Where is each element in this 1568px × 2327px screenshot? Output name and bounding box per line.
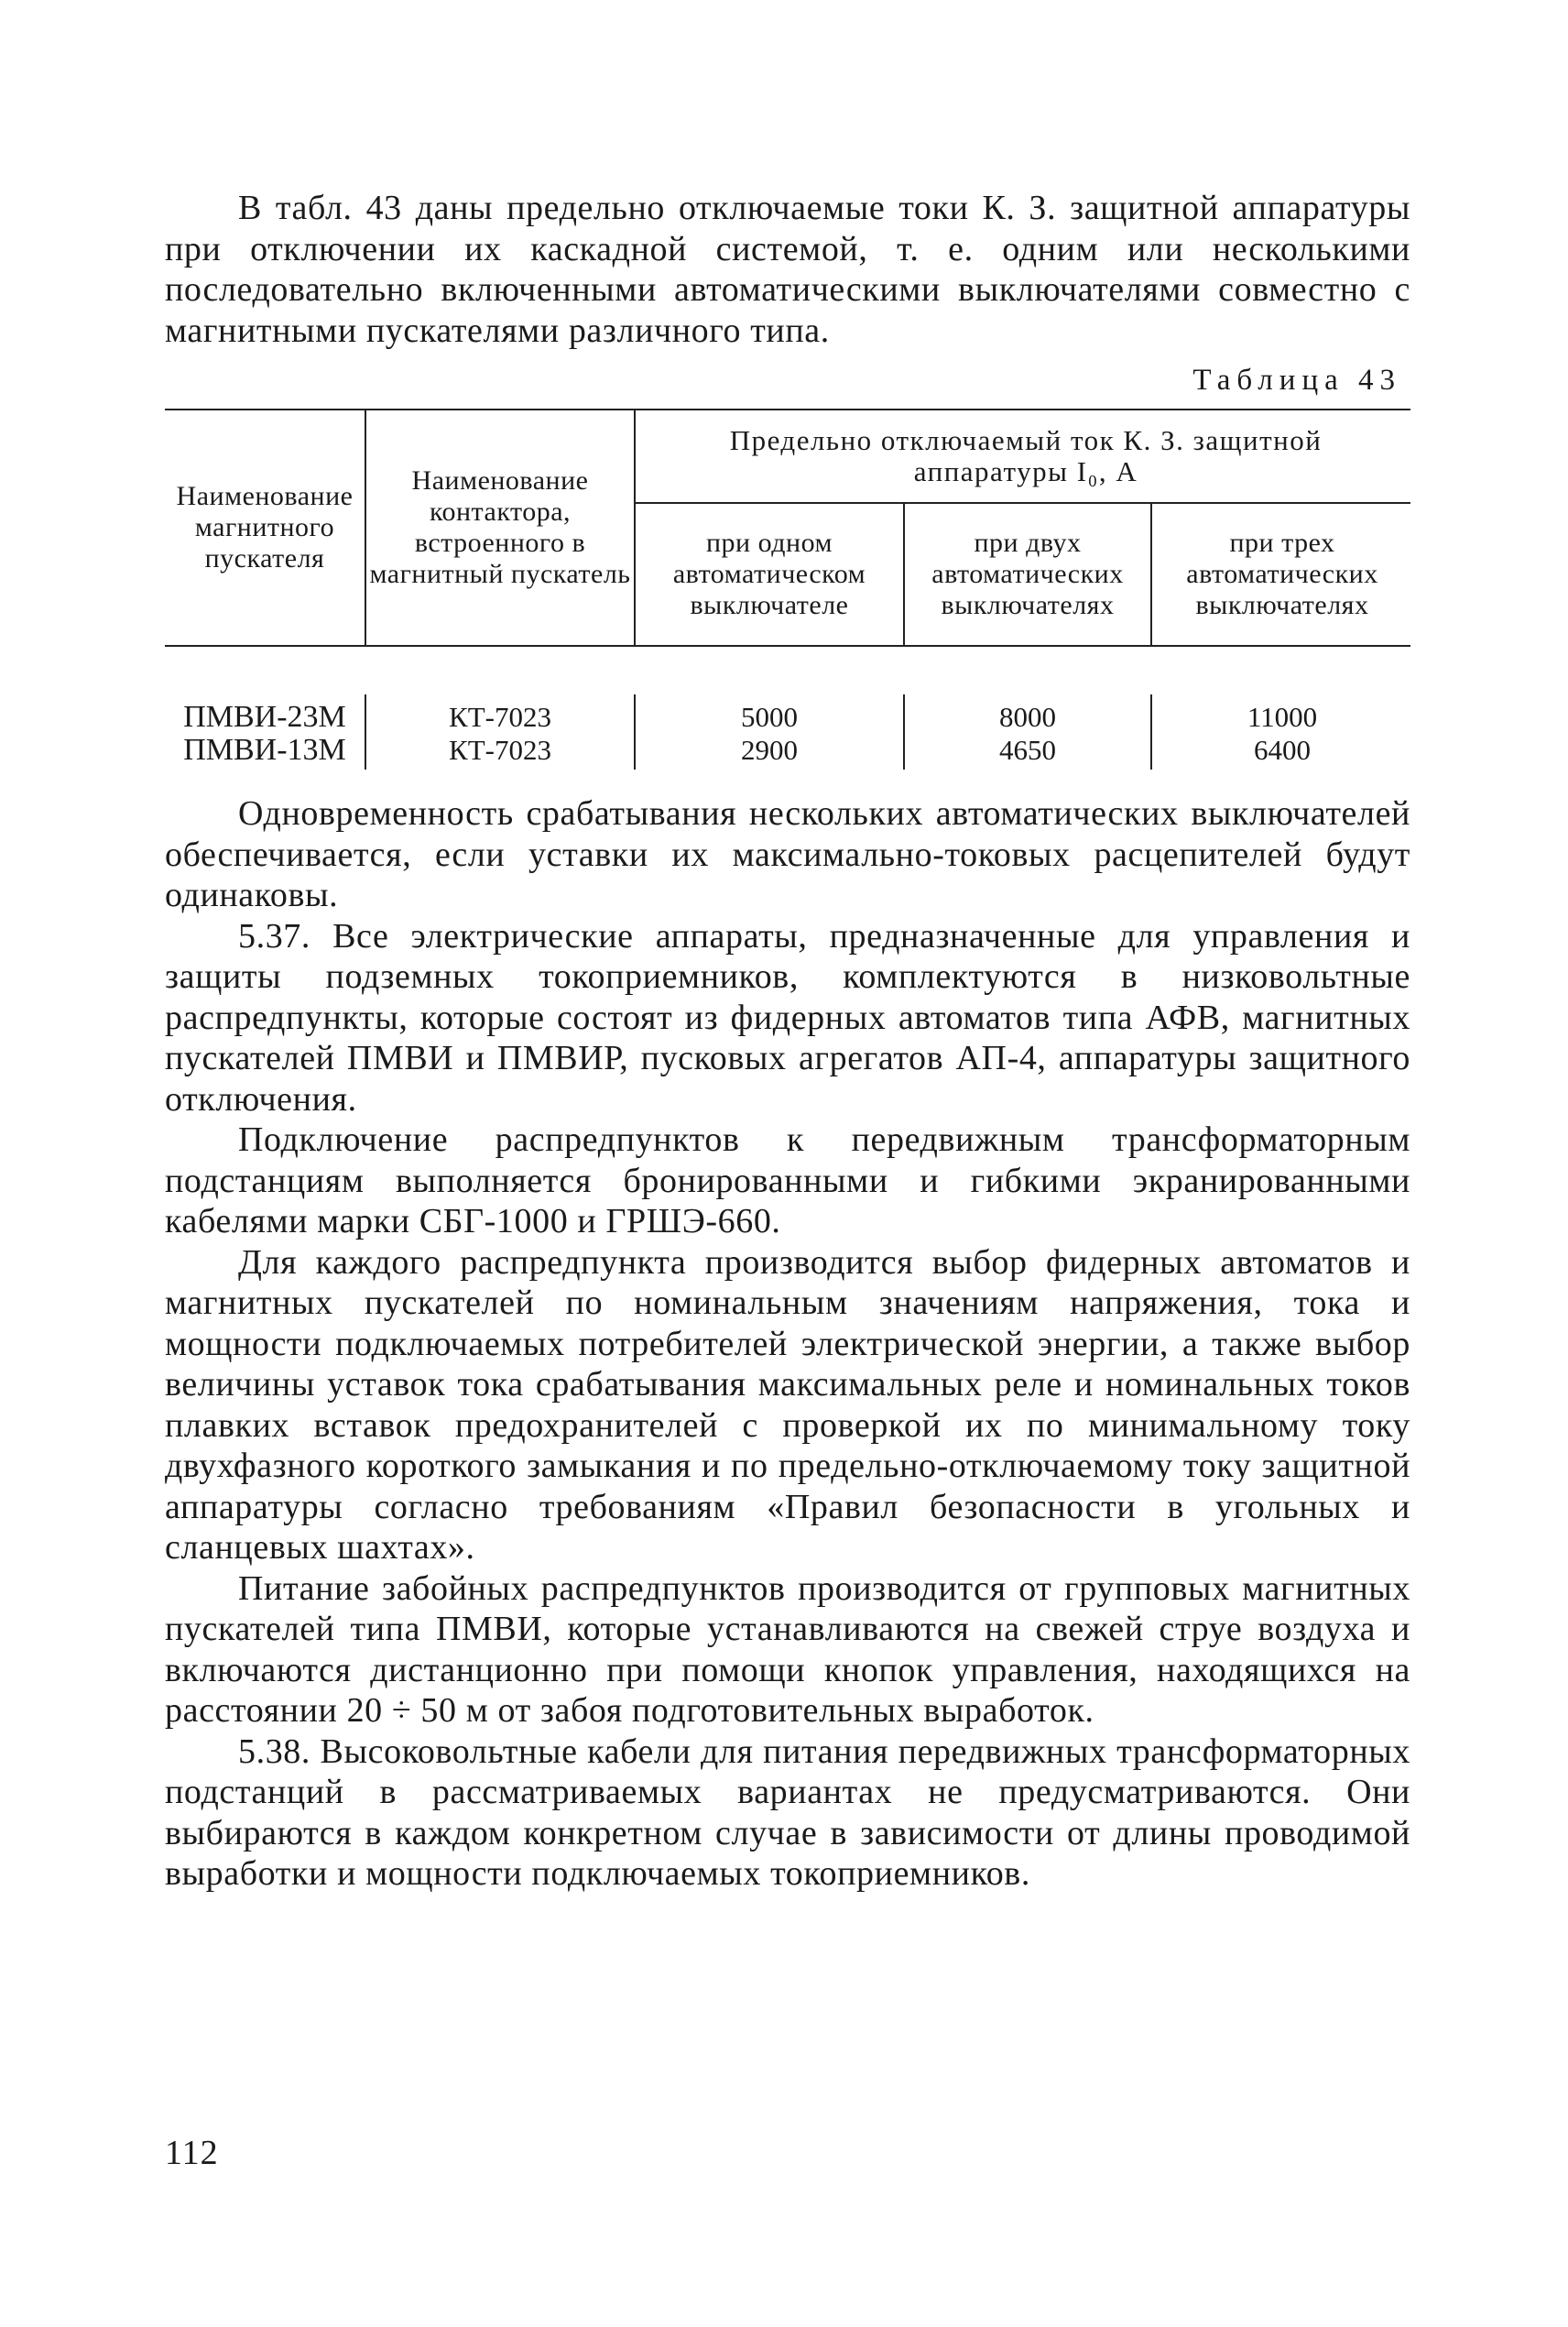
table-caption: Таблица 43 [1192, 364, 1401, 397]
header-contactor-name: Наименование контактора, встроенного в магнитный пускатель [369, 465, 631, 589]
row-starter: ПМВИ-23М [183, 700, 346, 734]
row-contactor: КТ-7023 [449, 701, 551, 733]
paragraph: 5.37. Все электрические аппараты, предназначенные для управления и защиты подземных токоприемников, комплектуются в низковольтные распредпункты, которые состоят из фидерных автоматов типа АФВ, магнитных пускателей ПМВИ и ПМВИР, пусковых агрегатов АП-4, аппаратуры защитного отключения. [165, 916, 1410, 1119]
row-one: 2900 [741, 734, 798, 766]
row-starter: ПМВИ-13М [183, 733, 346, 767]
paragraph: Питание забойных распредпунктов производится от групповых магнитных пускателей типа ПМВИ, которые устанавливаются на свежей струе воздуха и включаются дистанционно при помощи кнопок управления, находящихся на расстоянии 20 ÷ 50 м от забоя подготовительных выработок. [165, 1568, 1410, 1730]
row-three: 6400 [1254, 734, 1311, 766]
row-three: 11000 [1247, 701, 1318, 733]
header-starter-name: Наименование магнитного пускателя [176, 481, 354, 574]
paragraph: Одновременность срабатывания нескольких автоматических выключателей обеспечивается, если уставки их максимально-токовых расцепителей будут одинаковы. [165, 794, 1410, 914]
header-three-breakers: при трех автоматических выключателях [1186, 528, 1378, 620]
header-two-breakers: при двух автоматических выключателях [931, 528, 1124, 620]
data-table [165, 409, 1410, 775]
row-two: 4650 [999, 734, 1056, 766]
paragraph: Подключение распредпунктов к передвижным трансформаторным подстанциям выполняется бронированными и гибкими экранированными кабелями марки СБГ-1000 и ГРШЭ-660. [165, 1120, 1410, 1240]
page-body [165, 188, 1410, 1895]
header-current-group: Предельно отключаемый ток К. З. защитной аппаратуры I₀, А [729, 424, 1323, 487]
body-text [165, 793, 1410, 1895]
paragraph: 5.38. Высоковольтные кабели для питания передвижных трансформаторных подстанций в рассматриваемых вариантах не предусматриваются. Они выбираются в каждом конкретном случае в зависимости от длины проводимой выработки и мощности подключаемых токоприемников. [165, 1732, 1410, 1893]
row-one: 5000 [741, 701, 798, 733]
intro-paragraph: В табл. 43 даны предельно отключаемые токи К. З. защитной аппаратуры при отключении их каскадной системой, т. е. одним или несколькими последовательно включенными автоматическими выключателями совместно с магнитными пускателями различного типа. [165, 189, 1410, 350]
row-two: 8000 [999, 701, 1056, 733]
row-contactor: КТ-7023 [449, 734, 551, 766]
paragraph: Для каждого распредпункта производится выбор фидерных автоматов и магнитных пускателей по номинальным значениям напряжения, тока и мощности подключаемых потребителей электрической энергии, а также выбор величины уставок тока срабатывания максимальных реле и номинальных токов плавких вставок предохранителей с проверкой их по минимальному току двухфазного короткого замыкания и по предельно-отключаемому току защитной аппаратуры согласно требованиям «Правил безопасности в угольных и сланцевых шахтах». [165, 1242, 1410, 1567]
header-one-breaker: при одном автоматическом выключателе [672, 528, 866, 620]
page-number: 112 [165, 2134, 219, 2172]
